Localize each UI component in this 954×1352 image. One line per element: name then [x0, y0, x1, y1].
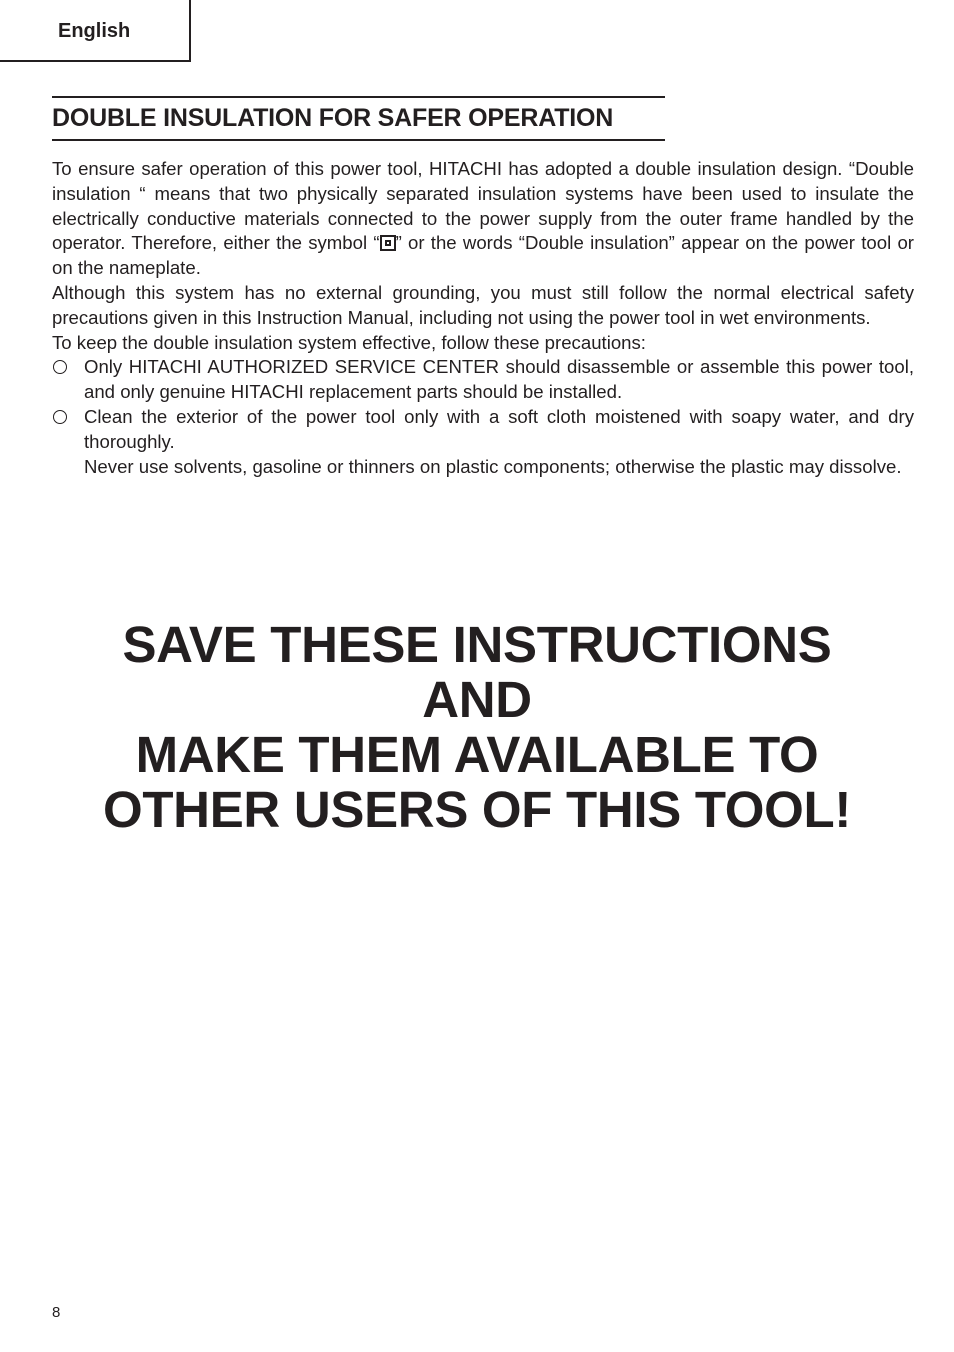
paragraph-1-text-a: To ensure safer operation of this power tool, HITACHI has adopted a double insulation design. “Double insulation “ means that two physically separated insulation systems have been used to insulate the electrically conductive materials connected to the power supply from the outer frame handled by the operator. Therefore, either the symbol “	[52, 158, 914, 254]
circle-bullet-icon	[53, 360, 67, 374]
paragraph-grounding: Although this system has no external grounding, you must still follow the normal electrical safety precautions given in this Instruction Manual, including not using the power tool in wet environments.	[52, 281, 914, 328]
notice-line: SAVE THESE INSTRUCTIONS	[122, 616, 832, 673]
language-tab	[0, 0, 191, 62]
section-heading	[52, 96, 665, 141]
list-item-text: Clean the exterior of the power tool only with a soft cloth moistened with soapy water, and dry thoroughly.	[84, 405, 914, 452]
notice-line: OTHER USERS OF THIS TOOL!	[102, 781, 852, 838]
save-instructions-notice	[0, 617, 954, 837]
notice-line: AND	[422, 671, 532, 728]
list-item-text-continued: Never use solvents, gasoline or thinners on plastic components; otherwise the plastic may dissolve.	[84, 455, 902, 477]
circle-bullet-icon	[53, 410, 67, 424]
notice-line: MAKE THEM AVAILABLE TO	[135, 726, 819, 783]
list-item-text: Only HITACHI AUTHORIZED SERVICE CENTER should disassemble or assemble this power tool, and only genuine HITACHI replacement parts should be installed.	[84, 356, 914, 403]
list-item	[52, 355, 914, 405]
paragraph-precautions-intro: To keep the double insulation system effective, follow these precautions:	[52, 331, 646, 353]
language-label: English	[58, 20, 131, 42]
paragraph-1-text-b: ” or the words “Double insulation” appear on the power tool or on the nameplate.	[52, 232, 914, 279]
page-number: 8	[52, 1304, 61, 1321]
section-body	[52, 157, 914, 479]
paragraph-double-insulation	[52, 157, 914, 281]
double-insulation-square-icon	[380, 235, 396, 251]
list-item	[52, 405, 914, 479]
section-title: DOUBLE INSULATION FOR SAFER OPERATION	[52, 104, 614, 132]
